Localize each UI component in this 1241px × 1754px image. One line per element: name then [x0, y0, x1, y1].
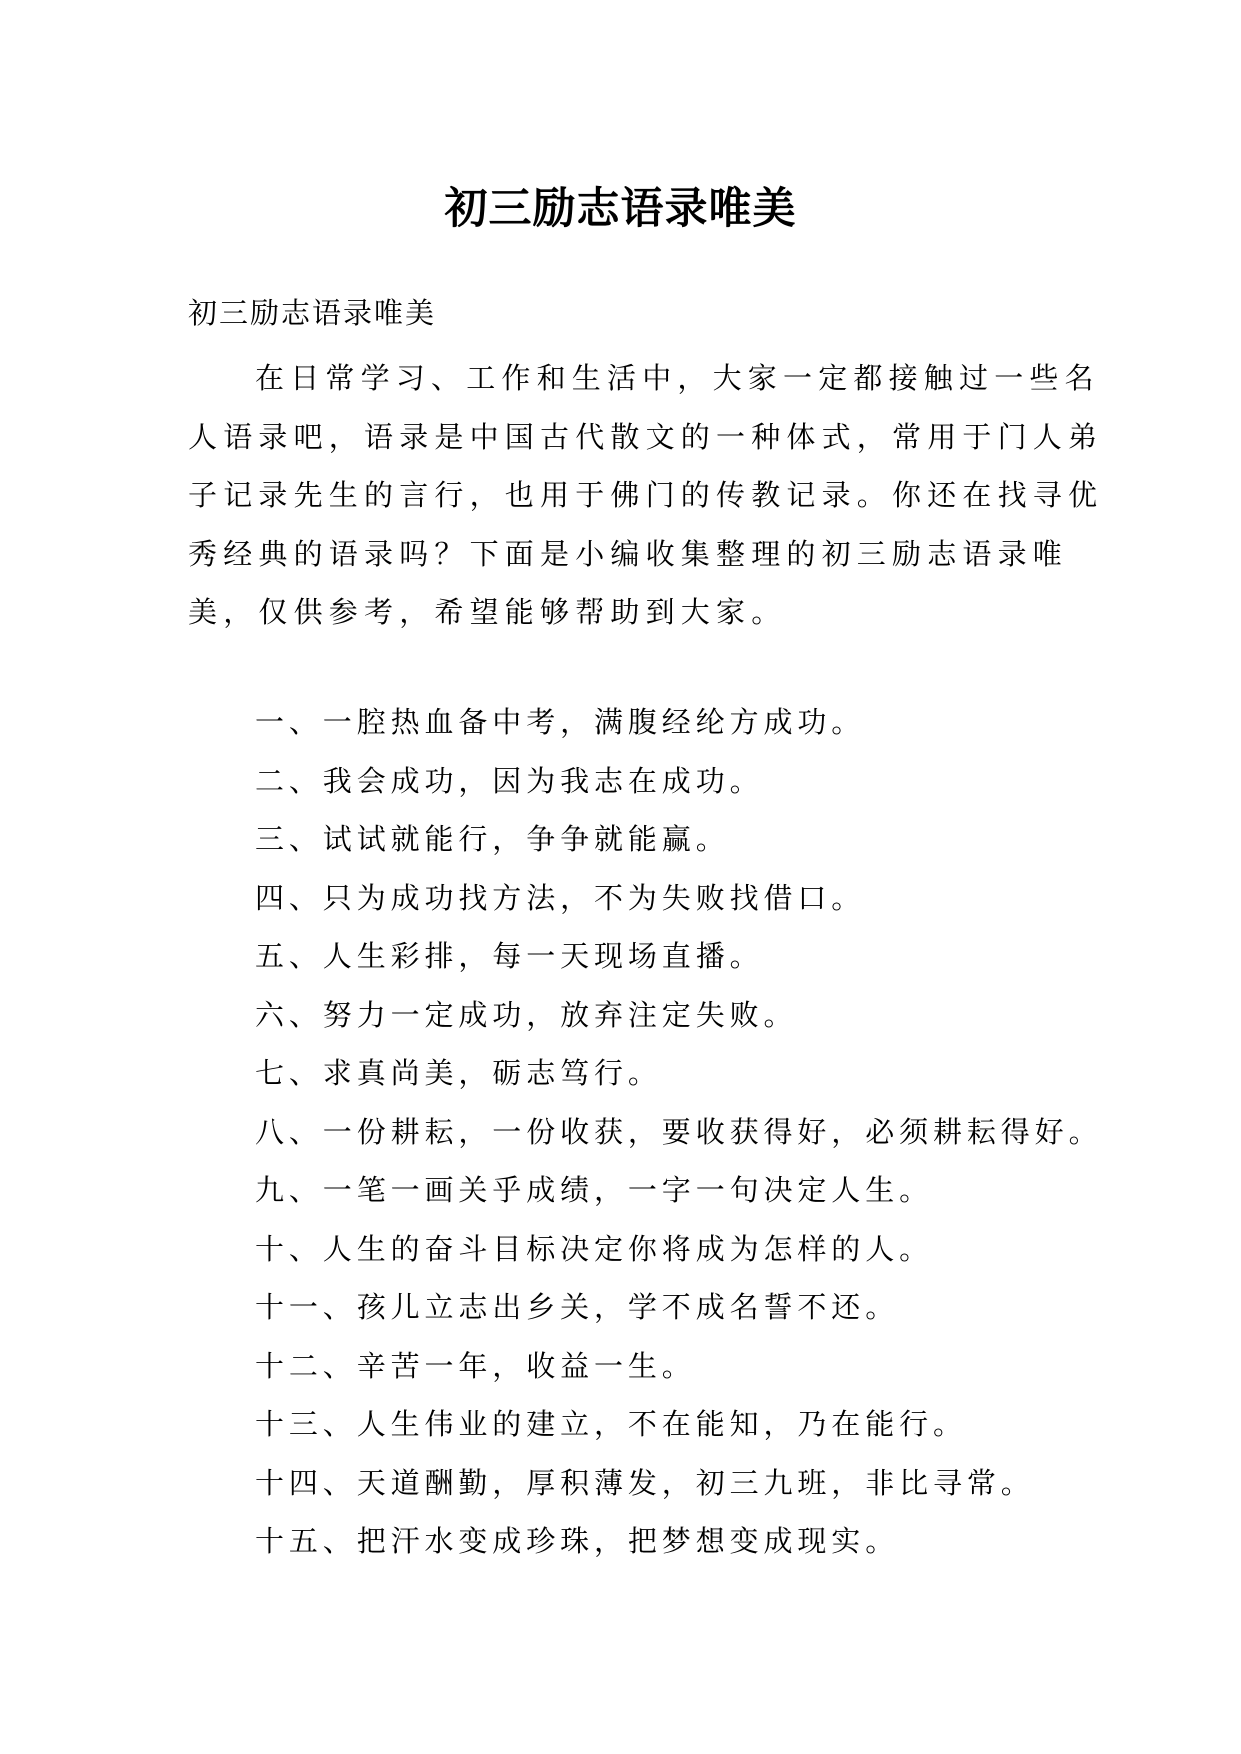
quote-item: 十一、孩儿立志出乡关，学不成名誓不还。 [255, 1290, 900, 1324]
quote-item: 二、我会成功，因为我志在成功。 [255, 763, 764, 798]
article-subtitle: 初三励志语录唯美 [188, 296, 437, 330]
quote-item: 十、人生的奋斗目标决定你将成为怎样的人。 [255, 1231, 934, 1266]
quote-item: 十四、天道酬勤，厚积薄发，初三九班，非比寻常。 [255, 1465, 1035, 1500]
quote-item: 四、只为成功找方法，不为失败找借口。 [255, 880, 866, 915]
quote-item: 十五、把汗水变成珍珠，把梦想变成现实。 [255, 1524, 900, 1558]
intro-line: 秀经典的语录吗？下面是小编收集整理的初三励志语录唯 [188, 536, 1069, 571]
intro-paragraph [188, 349, 1104, 642]
intro-line: 美，仅供参考，希望能够帮助到大家。 [188, 595, 787, 629]
intro-line: 子记录先生的言行，也用于佛门的传教记录。你还在找寻优 [188, 478, 1104, 512]
quote-item: 十二、辛苦一年，收益一生。 [255, 1348, 696, 1383]
quote-item: 五、人生彩排，每一天现场直播。 [255, 939, 764, 973]
quote-item: 三、试试就能行，争争就能赢。 [255, 822, 730, 856]
quote-list [255, 693, 1103, 1571]
intro-line: 在日常学习、工作和生活中，大家一定都接触过一些名 [255, 361, 1100, 395]
quote-item: 九、一笔一画关乎成绩，一字一句决定人生。 [255, 1173, 934, 1207]
intro-line: 人语录吧，语录是中国古代散文的一种体式，常用于门人弟 [188, 419, 1104, 454]
page-title: 初三励志语录唯美 [444, 183, 797, 234]
quote-item: 八、一份耕耘，一份收获，要收获得好，必须耕耘得好。 [255, 1114, 1103, 1149]
quote-item: 一、一腔热血备中考，满腹经纶方成功。 [255, 705, 866, 739]
quote-item: 十三、人生伟业的建立，不在能知，乃在能行。 [255, 1407, 967, 1441]
quote-item: 六、努力一定成功，放弃注定失败。 [255, 997, 798, 1032]
quote-item: 七、求真尚美，砺志笃行。 [255, 1056, 662, 1090]
